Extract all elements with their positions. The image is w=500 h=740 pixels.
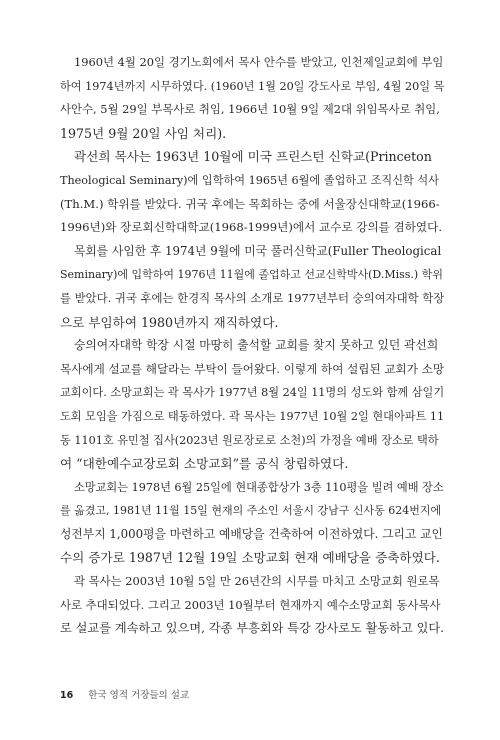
text-line: Theological Seminary)에 입학하여 1965년 6월에 졸업하고 조직신학 석사 [60,173,439,187]
body-text [60,51,444,641]
text-line: (Th.M.) 학위를 받았다. 귀국 후에는 목회하는 중에 서울장신대학교(1966- [60,196,440,211]
text-line: 1975년 9월 20일 사임 처리). [60,125,227,141]
text-line: 를 옮겼고, 1981년 11월 15일 현재의 주소인 서울시 강남구 신사동 624번지에 [60,504,442,518]
text-line: 하여 1974년까지 시무하였다. (1960년 1월 20일 강도사로 부임, 4월 20일 목 [60,79,444,93]
text-line: 여 “대한예수교장로회 소망교회”를 공식 창립하였다. [60,456,349,472]
paragraph [60,145,444,239]
text-line: 으로 부임하여 1980년까지 재직하였다. [60,314,279,330]
text-line: 곽선희 목사는 1963년 10월에 미국 프린스턴 신학교(Princeton [74,149,432,165]
text-line: 숭의여자대학 학장 시절 마땅히 출석할 교회를 찾지 못하고 있던 곽선희 [74,338,439,353]
text-line: 소망교회는 1978년 6월 25일에 현대종합상가 3층 110평을 빌려 예배 장소 [74,480,444,494]
text-line: 성전부지 1,000평을 마련하고 예배당을 건축하여 이전하였다. 그리고 교인 [60,526,443,541]
paragraph [60,570,444,641]
paragraph [60,476,444,570]
text-line: 1960년 4월 20일 경기노회에서 목사 안수를 받았고, 인천제일교회에 부임 [74,55,444,69]
text-line: 곽 목사는 2003년 10월 5일 만 26년간의 시무를 마치고 소망교회 원로목 [74,574,440,589]
text-line: 1996년)와 장로회신학대학교(1968-1999년)에서 교수로 강의를 겸하였다. [60,220,443,235]
text-line: 교회이다. 소망교회는 곽 목사가 1977년 8월 24일 11명의 성도와 함께 삼일기 [60,386,444,400]
text-line: 로 설교를 계속하고 있으며, 각종 부흥회와 특강 강사로도 활동하고 있다. [60,621,444,636]
text-line: 도회 모임을 가짐으로 태동하였다. 곽 목사는 1977년 10월 2일 현대아파트 11 [60,409,444,423]
text-line: 사안수, 5월 29일 부목사로 취임, 1966년 10월 9일 제2대 위임목사로 취임, [60,102,440,117]
paragraph [60,51,444,145]
page-number: 16 [60,690,74,701]
text-line: 목사에게 설교를 해달라는 부탁이 들어왔다. 이렇게 하여 설립된 교회가 소망 [60,361,444,376]
paragraph [60,240,444,334]
text-line: 를 받았다. 귀국 후에는 한경직 목사의 소개로 1977년부터 숭의여자대학 학장 [60,290,444,305]
text-line: 목회를 사임한 후 1974년 9월에 미국 풀러신학교(Fuller Theological [74,243,442,258]
text-line: 동 1101호 유민철 집사(2023년 원로장로로 소천)의 가정을 예배 장소로 택하 [60,433,439,447]
text-line: 수의 증가로 1987년 12월 19일 소망교회 현재 예배당을 증축하였다. [60,550,440,566]
book-title: 한국 영적 거장들의 설교 [88,690,190,701]
text-line: 사로 추대되었다. 그리고 2003년 10월부터 현재까지 예수소망교회 동사목사 [60,597,441,612]
paragraph [60,334,444,476]
text-line: Seminary)에 입학하여 1976년 11월에 졸업하고 선교신학박사(D.Miss.) 학위 [60,268,443,282]
page-footer [60,687,189,701]
